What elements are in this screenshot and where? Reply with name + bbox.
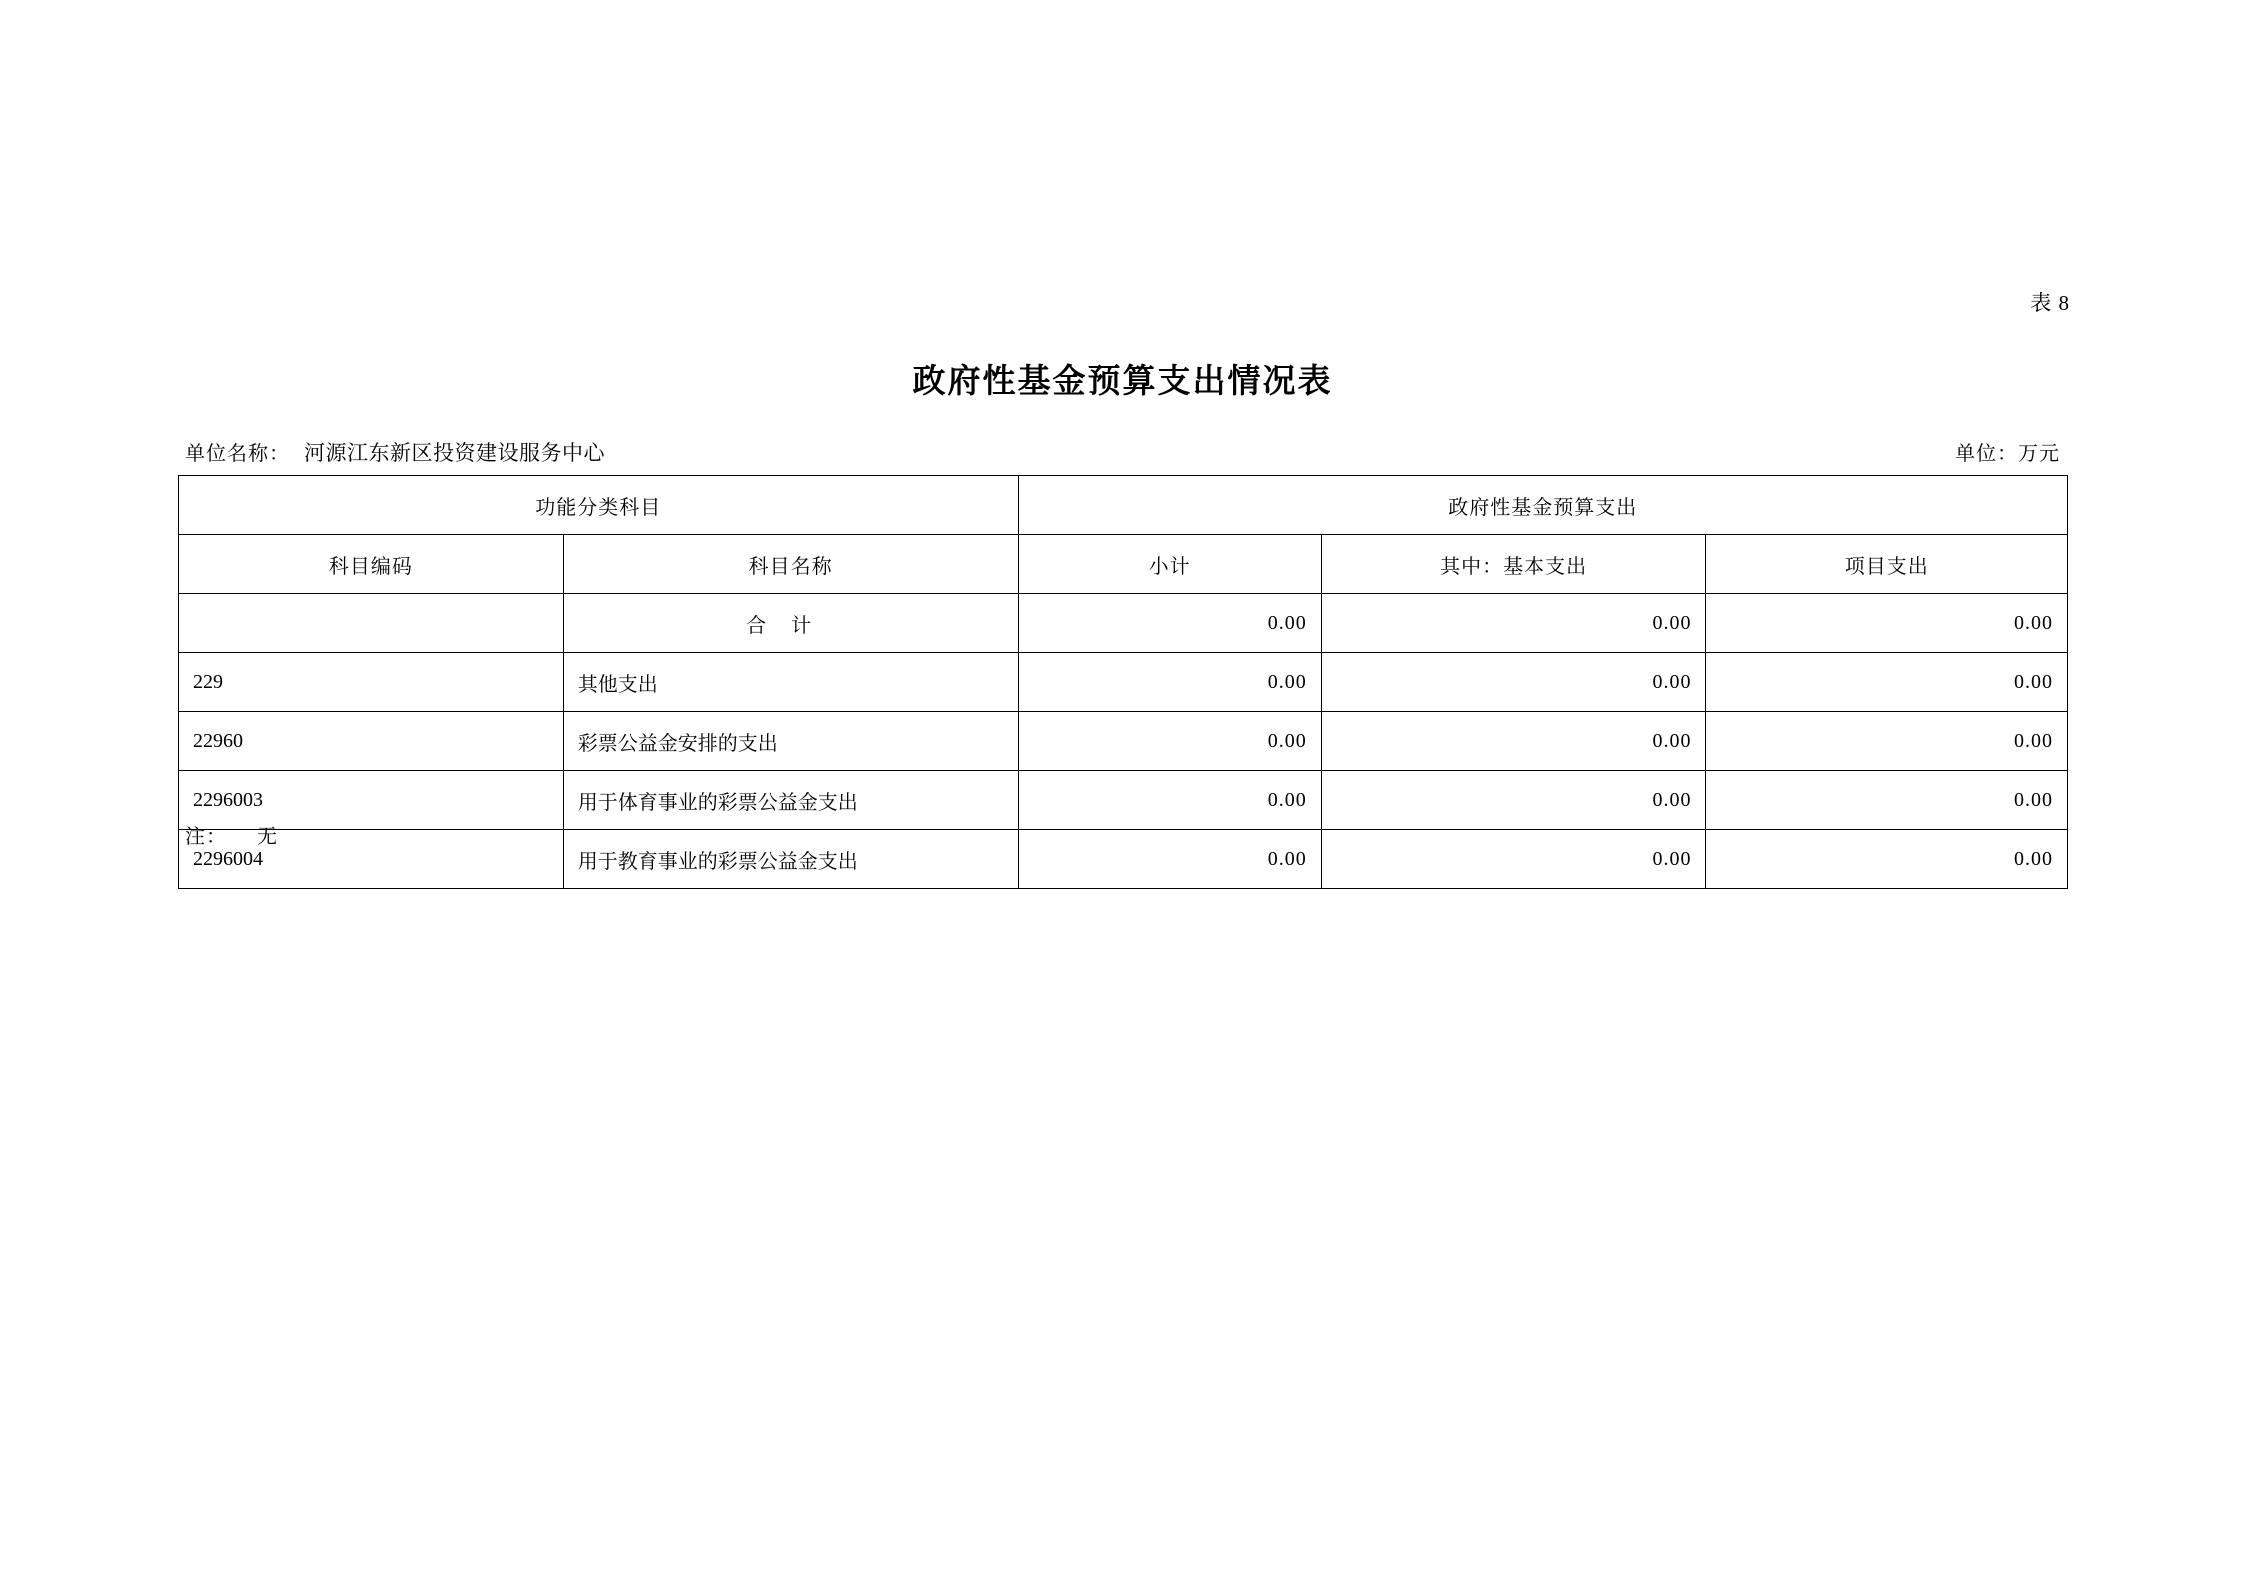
sheet-number: 表 8 — [2030, 291, 2070, 315]
column-header-basic: 其中：基本支出 — [1321, 535, 1706, 594]
cell-code: 22960 — [179, 712, 564, 771]
table-row — [179, 830, 2068, 889]
cell-basic: 0.00 — [1321, 712, 1706, 771]
cell-name: 用于教育事业的彩票公益金支出 — [563, 830, 1018, 889]
cell-name: 用于体育事业的彩票公益金支出 — [563, 771, 1018, 830]
budget-table — [178, 475, 2068, 889]
cell-project: 0.00 — [1706, 771, 2068, 830]
unit-name-value: 河源江东新区投资建设服务中心 — [304, 441, 605, 465]
cell-basic: 0.00 — [1321, 594, 1706, 653]
cell-code: 229 — [179, 653, 564, 712]
unit-name-block — [185, 437, 605, 467]
group-header-fund-expenditure: 政府性基金预算支出 — [1018, 476, 2067, 535]
group-header-functional-category: 功能分类科目 — [179, 476, 1019, 535]
cell-project: 0.00 — [1706, 712, 2068, 771]
meta-row — [185, 437, 2060, 467]
table-row — [179, 594, 2068, 653]
cell-basic: 0.00 — [1321, 653, 1706, 712]
cell-name: 合 计 — [563, 594, 1018, 653]
cell-project: 0.00 — [1706, 653, 2068, 712]
cell-subtotal: 0.00 — [1018, 712, 1321, 771]
table-group-header-row — [179, 476, 2068, 535]
footnote — [185, 820, 278, 849]
unit-name-label: 单位名称： — [185, 443, 290, 465]
cell-code: 2296003 — [179, 771, 564, 830]
cell-name: 彩票公益金安排的支出 — [563, 712, 1018, 771]
cell-name: 其他支出 — [563, 653, 1018, 712]
column-header-name: 科目名称 — [563, 535, 1018, 594]
cell-subtotal: 0.00 — [1018, 771, 1321, 830]
cell-code: 2296004 — [179, 830, 564, 889]
table-row — [179, 653, 2068, 712]
cell-subtotal: 0.00 — [1018, 830, 1321, 889]
footnote-label: 注： — [185, 826, 227, 848]
cell-basic: 0.00 — [1321, 771, 1706, 830]
column-header-project: 项目支出 — [1706, 535, 2068, 594]
cell-subtotal: 0.00 — [1018, 594, 1321, 653]
cell-project: 0.00 — [1706, 594, 2068, 653]
cell-code — [179, 594, 564, 653]
cell-project: 0.00 — [1706, 830, 2068, 889]
footnote-value: 无 — [257, 826, 278, 848]
cell-subtotal: 0.00 — [1018, 653, 1321, 712]
currency-note: 单位：万元 — [1955, 443, 2060, 465]
table-column-header-row — [179, 535, 2068, 594]
table-row — [179, 771, 2068, 830]
column-header-code: 科目编码 — [179, 535, 564, 594]
table-row — [179, 712, 2068, 771]
column-header-subtotal: 小计 — [1018, 535, 1321, 594]
cell-basic: 0.00 — [1321, 830, 1706, 889]
page-title: 政府性基金预算支出情况表 — [912, 361, 1333, 400]
